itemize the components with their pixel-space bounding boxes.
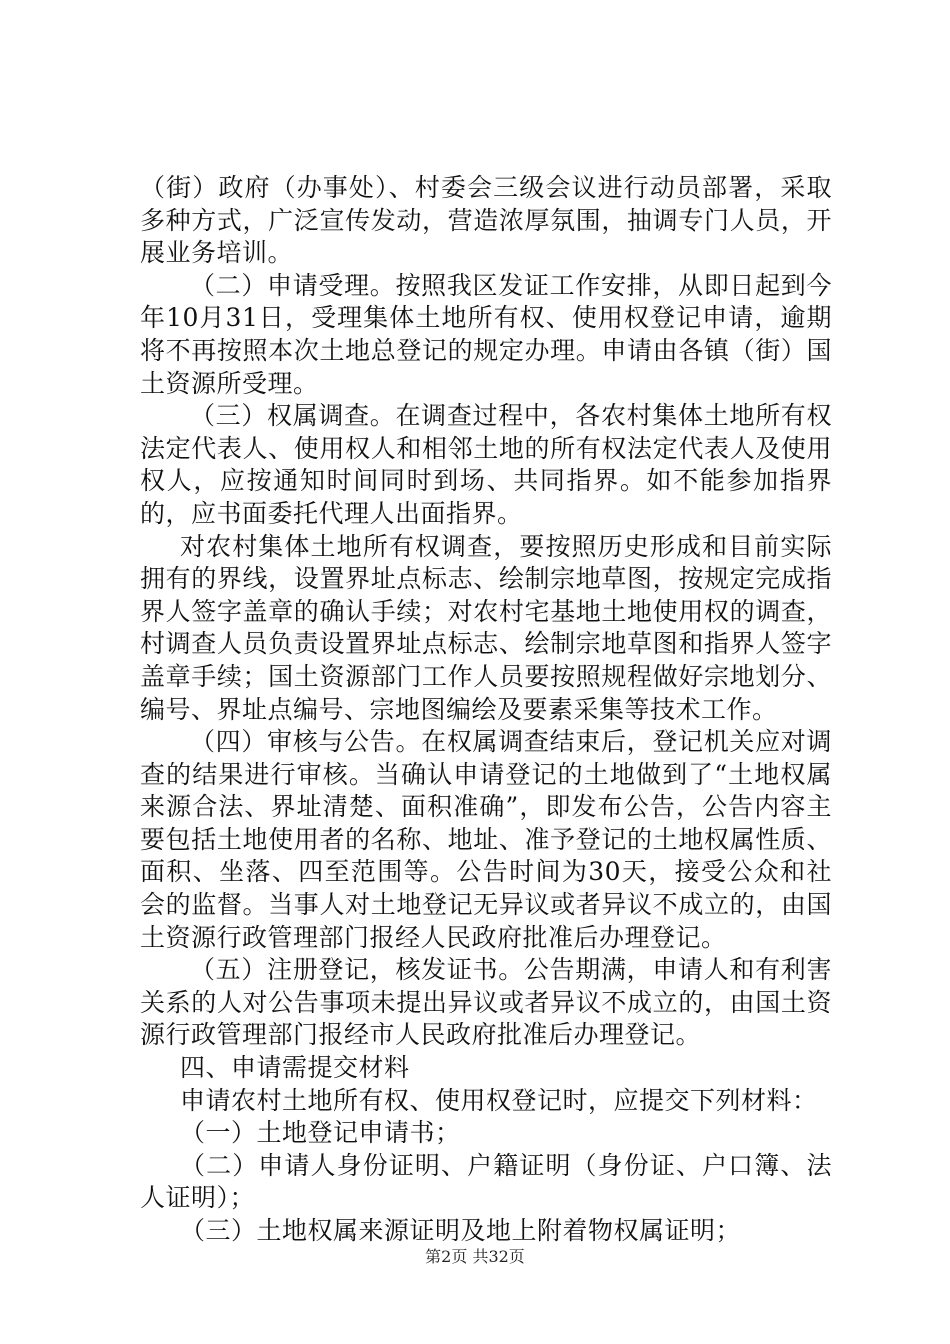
paragraph-survey-details: 对农村集体土地所有权调查，要按照历史形成和目前实际拥有的界线，设置界址点标志、绘制宗地草图，按规定完成指界人签字盖章的确认手续；对农村宅基地土地使用权的调查，村调查人员负责设置界址点标志、绘制宗地草图和指界人签字盖章手续；国土资源部门工作人员要按照规程做好宗地划分、编号、界址点编号、宗地图编绘及要素采集等技术工作。 <box>140 531 832 724</box>
document-body <box>140 172 832 1248</box>
paragraph-materials-intro: 申请农村土地所有权、使用权登记时，应提交下列材料： <box>180 1085 818 1115</box>
paragraph-continued: （街）政府（办事处）、村委会三级会议进行动员部署，采取多种方式，广泛宣传发动，营造浓厚氛围，抽调专门人员，开展业务培训。 <box>140 173 832 268</box>
list-item-identity-proof: （二）申请人身份证明、户籍证明（身份证、户口簿、法人证明）； <box>140 1150 832 1213</box>
paragraph-review-announcement: （四）审核与公告。在权属调查结束后，登记机关应对调查的结果进行审核。当确认申请登记的土地做到了“土地权属来源合法、界址清楚、面积准确”，即发布公告，公告内容主要包括土地使用者的名称、地址、准予登记的土地权属性质、面积、坐落、四至范围等。公告时间为30天，接受公众和社会的监督。当事人对土地登记无异议或者异议不成立的，由国土资源行政管理部门报经人民政府批准后办理登记。 <box>140 727 832 952</box>
list-item-application-form: （一）土地登记申请书； <box>180 1118 461 1148</box>
paragraph-registration-certificate: （五）注册登记，核发证书。公告期满，申请人和有利害关系的人对公告事项未提出异议或者异议不成立的，由国土资源行政管理部门报经市人民政府批准后办理登记。 <box>140 955 832 1050</box>
section-heading-materials: 四、申请需提交材料 <box>180 1053 410 1083</box>
paragraph-application-acceptance: （二）申请受理。按照我区发证工作安排，从即日起到今年10月31日，受理集体土地所有权、使用权登记申请，逾期将不再按照本次土地总登记的规定办理。申请由各镇（街）国土资源所受理。 <box>140 270 832 398</box>
paragraph-ownership-survey: （三）权属调查。在调查过程中，各农村集体土地所有权法定代表人、使用权人和相邻土地的所有权法定代表人及使用权人，应按通知时间同时到场、共同指界。如不能参加指界的，应书面委托代理人出面指界。 <box>140 401 832 528</box>
page-number-footer: 第2页 共32页 <box>425 1247 525 1266</box>
list-item-ownership-proof: （三）土地权属来源证明及地上附着物权属证明； <box>180 1216 742 1245</box>
